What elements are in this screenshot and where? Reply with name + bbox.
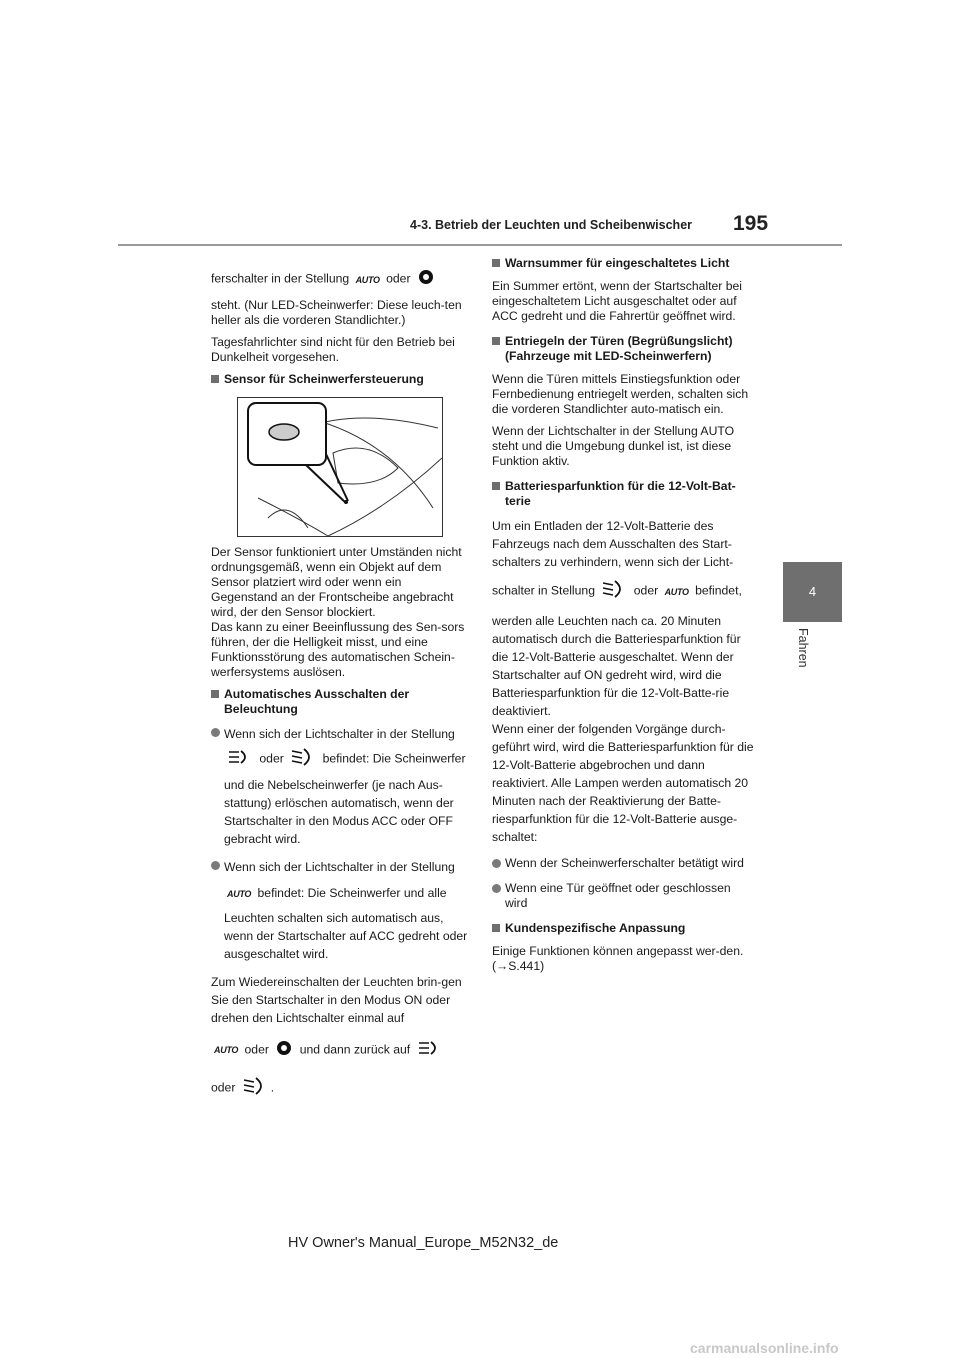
text: befindet: Die Scheinwerfer	[322, 751, 466, 766]
right-column	[492, 256, 754, 981]
text: oder	[211, 1080, 236, 1095]
parking-light-icon	[275, 1039, 293, 1062]
paragraph: Wenn die Türen mittels Einstiegsfunktion oder Fernbedienung entriegelt werden, schalten sich die vorderen Standlichter auto-matisch ein.	[492, 372, 749, 416]
icon-line	[224, 747, 471, 772]
round-bullet-icon	[492, 859, 501, 868]
text: befindet,	[695, 583, 742, 598]
bullet-item	[492, 856, 754, 871]
text: oder	[244, 1042, 269, 1057]
icon-line	[224, 884, 471, 903]
heading: Warnsummer für eingeschaltetes Licht	[492, 256, 754, 271]
square-bullet-icon	[492, 482, 500, 490]
footer: HV Owner's Manual_Europe_M52N32_de	[288, 1235, 559, 1251]
paragraph: Tagesfahrlichter sind nicht für den Betrieb bei Dunkelheit vorgesehen.	[211, 335, 455, 364]
square-bullet-icon	[492, 259, 500, 267]
left-column-2	[211, 545, 471, 1108]
parking-light-icon	[417, 268, 435, 291]
page-number: 195	[733, 212, 769, 235]
text: Wenn sich der Lichtschalter in der Stellung	[224, 727, 455, 741]
text: Wenn eine Tür geöffnet oder geschlossen wird	[505, 881, 731, 910]
square-bullet-icon	[492, 924, 500, 932]
text: oder	[633, 583, 659, 598]
paragraph	[211, 268, 468, 291]
heading: Sensor für Scheinwerfersteuerung	[211, 372, 468, 387]
paragraph: werden alle Leuchten nach ca. 20 Minuten automatisch durch die Batteriesparfunktion für die 12-Volt-Batterie ausgeschaltet. Wenn der Startschalter auf ON gedreht wird, wird die Batteriesparfunktion für die 12-Volt-Batte-rie deaktiviert.	[492, 614, 741, 718]
heading: Entriegeln der Türen (Begrüßungslicht) (Fahrzeuge mit LED-Scheinwerfern)	[492, 334, 754, 364]
paragraph: Der Sensor funktioniert unter Umständen nicht ordnungsgemäß, wenn ein Objekt auf dem Sensor platziert wird oder wenn ein Gegenstand an der Frontscheibe angebracht wird, der den Sensor blockiert.	[211, 545, 462, 619]
watermark: carmanualsonline.info	[690, 1340, 839, 1356]
low-beam-icon	[601, 579, 627, 604]
paragraph: Wenn der Lichtschalter in der Stellung AUTO steht und die Umgebung dunkel ist, ist diese Funktion aktiv.	[492, 424, 735, 468]
text: Leuchten schalten sich automatisch aus, wenn der Startschalter auf ACC gedreht oder ausgeschaltet wird.	[224, 910, 468, 961]
headlight-icon	[417, 1040, 443, 1061]
paragraph: Das kann zu einer Beeinflussung des Sen-sors führen, der die Helligkeit misst, und eine Funktionsstörung des automatischen Schein-werfersystems auslösen.	[211, 620, 465, 679]
sensor-illustration	[237, 397, 443, 537]
auto-icon: AUTO	[355, 274, 380, 285]
left-column	[211, 268, 468, 395]
round-bullet-icon	[211, 728, 220, 737]
chapter-number: 4	[808, 584, 817, 599]
text: Wenn der Scheinwerferschalter betätigt wird	[505, 856, 744, 870]
text: .	[270, 1080, 275, 1095]
square-bullet-icon	[211, 690, 219, 698]
text: und dann zurück auf	[299, 1042, 411, 1057]
paragraph: Ein Summer ertönt, wenn der Startschalter bei eingeschaltetem Licht ausgeschaltet oder auf ACC gedreht und die Fahrertür geöffnet wird.	[492, 279, 742, 323]
text: Wenn sich der Lichtschalter in der Stellung	[224, 860, 455, 874]
paragraph: Um ein Entladen der 12-Volt-Batterie des Fahrzeugs nach dem Ausschalten des Start-schalters zu verhindern, wenn sich der Licht-	[492, 519, 734, 569]
paragraph: steht. (Nur LED-Scheinwerfer: Diese leuch-ten heller als die vorderen Standlichter.)	[211, 298, 462, 327]
text: und die Nebelscheinwerfer (je nach Aus-stattung) erlöschen automatisch, wenn der Startschalter in den Modus ACC oder OFF gebracht wird.	[224, 778, 454, 846]
round-bullet-icon	[211, 861, 220, 870]
header-rule	[118, 244, 842, 246]
chapter-tab[interactable]	[783, 562, 842, 622]
bullet-item	[211, 858, 471, 963]
heading: Batteriesparfunktion für die 12-Volt-Bat-terie	[492, 479, 754, 509]
square-bullet-icon	[492, 337, 500, 345]
text: schalter in Stellung	[492, 583, 595, 598]
low-beam-icon	[242, 1076, 268, 1101]
auto-icon: AUTO	[664, 586, 689, 597]
heading: Automatisches Ausschalten der Beleuchtung	[211, 687, 471, 717]
headlight-icon	[227, 749, 253, 770]
section-title: 4-3. Betrieb der Leuchten und Scheibenwischer	[410, 218, 693, 232]
chapter-label: Fahren	[796, 628, 810, 668]
text: ferschalter in der Stellung	[211, 271, 350, 286]
paragraph	[211, 1076, 471, 1101]
text: oder	[259, 751, 284, 766]
bullet-item	[492, 881, 754, 911]
heading: Kundenspezifische Anpassung	[492, 921, 754, 936]
text: oder	[386, 271, 411, 286]
bullet-item	[211, 725, 471, 848]
auto-icon: AUTO	[227, 888, 252, 899]
text: befindet: Die Scheinwerfer und alle	[257, 886, 447, 900]
paragraph: Zum Wiedereinschalten der Leuchten brin-gen Sie den Startschalter in den Modus ON oder drehen den Lichtschalter einmal auf	[211, 974, 462, 1025]
round-bullet-icon	[492, 884, 501, 893]
paragraph	[492, 579, 754, 604]
square-bullet-icon	[211, 375, 219, 383]
paragraph: Wenn einer der folgenden Vorgänge durch-geführt wird, wird die Batteriesparfunktion für die 12-Volt-Batterie abgebrochen und dann reaktiviert. Alle Lampen werden automatisch 20 Minuten nach der Reaktivierung der Batte-riesparfunktion für die 12-Volt-Batterie ausge-schaltet:	[492, 722, 754, 844]
low-beam-icon	[290, 747, 316, 772]
auto-icon: AUTO	[214, 1045, 239, 1056]
paragraph: Einige Funktionen können angepasst wer-den. (→S.441)	[492, 944, 744, 973]
paragraph	[211, 1039, 471, 1062]
